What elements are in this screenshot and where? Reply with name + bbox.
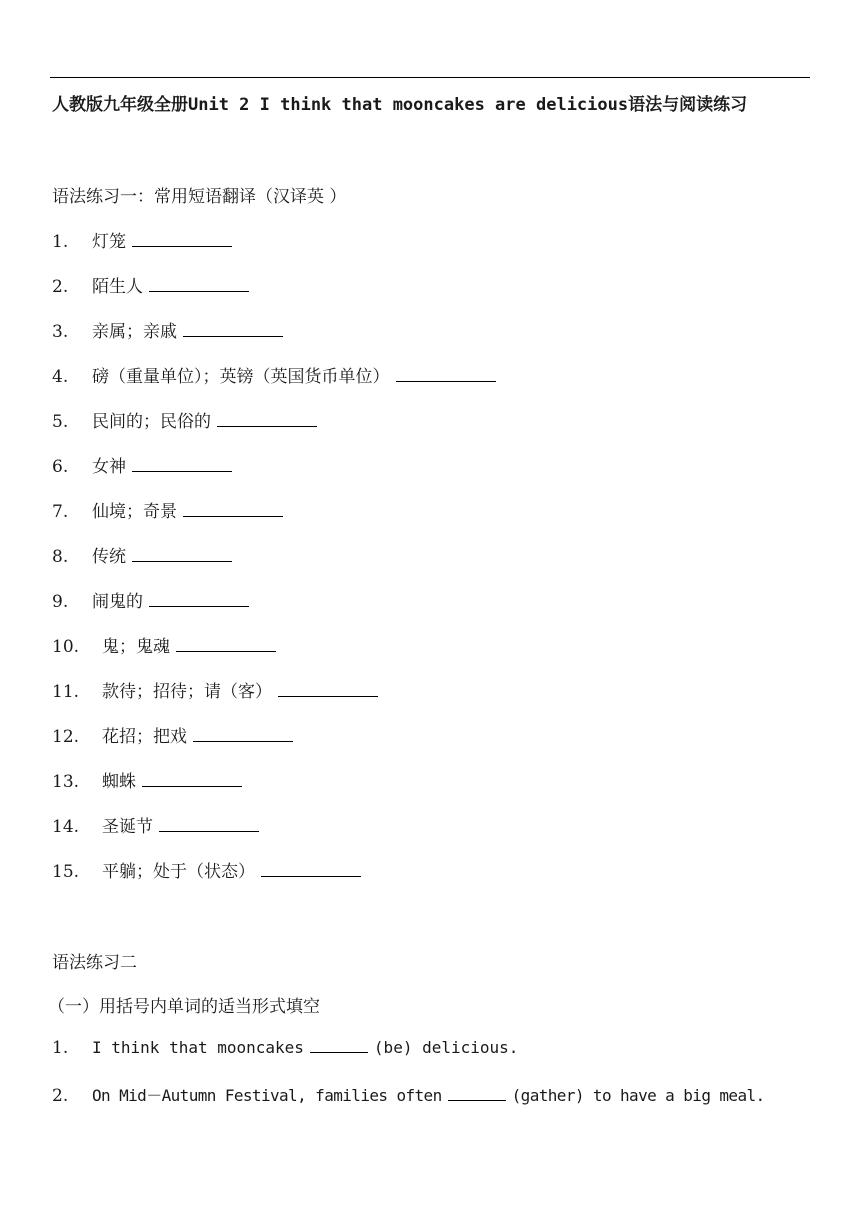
item-number: 14.: [52, 817, 80, 837]
sentence-after: (gather) to have a big meal.: [511, 1086, 765, 1105]
section2-subheading: （一）用括号内单词的适当形式填空: [48, 997, 320, 1017]
item-text: 仙境；奇景: [92, 502, 177, 522]
item-number: 12.: [52, 727, 80, 747]
item-number: 1.: [52, 232, 69, 252]
answer-blank[interactable]: [448, 1086, 506, 1101]
item-text: 陌生人: [92, 277, 143, 297]
answer-blank[interactable]: [149, 277, 249, 292]
item-number: 6.: [52, 457, 69, 477]
answer-blank[interactable]: [159, 817, 259, 832]
list-item: [52, 767, 242, 792]
answer-blank[interactable]: [183, 502, 283, 517]
item-number: 5.: [52, 412, 69, 432]
item-text: 女神: [92, 457, 126, 477]
item-text: 亲属；亲戚: [92, 322, 177, 342]
item-number: 7.: [52, 502, 69, 522]
list-item: [52, 497, 283, 522]
item-number: 10.: [52, 637, 80, 657]
item-number: 3.: [52, 322, 69, 342]
list-item: [52, 317, 283, 342]
list-item: [52, 227, 232, 252]
list-item: [52, 452, 232, 477]
answer-blank[interactable]: [193, 727, 293, 742]
item-number: 1.: [52, 1038, 69, 1058]
sentence-before: I think that mooncakes: [92, 1038, 304, 1057]
answer-blank[interactable]: [142, 772, 242, 787]
item-text: 鬼；鬼魂: [102, 637, 170, 657]
header-rule: [50, 77, 810, 78]
exercise-item: [52, 1083, 765, 1106]
answer-blank[interactable]: [132, 232, 232, 247]
sentence-after: (be) delicious.: [373, 1038, 519, 1057]
item-number: 8.: [52, 547, 69, 567]
section1-heading: 语法练习一：常用短语翻译（汉译英 ）: [52, 187, 347, 207]
item-number: 13.: [52, 772, 80, 792]
item-text: 花招；把戏: [102, 727, 187, 747]
answer-blank[interactable]: [176, 637, 276, 652]
answer-blank[interactable]: [278, 682, 378, 697]
answer-blank[interactable]: [149, 592, 249, 607]
list-item: [52, 587, 249, 612]
item-text: 闹鬼的: [92, 592, 143, 612]
item-text: 磅（重量单位）；英镑（英国货币单位）: [92, 367, 390, 387]
list-item: [52, 857, 361, 882]
list-item: [52, 812, 259, 837]
sentence-before: On Mid－Autumn Festival, families often: [92, 1086, 442, 1105]
item-text: 平躺；处于（状态）: [102, 862, 255, 882]
item-text: 圣诞节: [102, 817, 153, 837]
answer-blank[interactable]: [396, 367, 496, 382]
item-number: 2.: [52, 277, 69, 297]
list-item: [52, 722, 293, 747]
item-text: 民间的；民俗的: [92, 412, 211, 432]
item-text: 蜘蛛: [102, 772, 136, 792]
answer-blank[interactable]: [310, 1038, 368, 1053]
exercise-item: [52, 1038, 518, 1058]
answer-blank[interactable]: [132, 547, 232, 562]
item-number: 11.: [52, 682, 80, 702]
list-item: [52, 272, 249, 297]
list-item: [52, 632, 276, 657]
item-text: 传统: [92, 547, 126, 567]
item-text: 款待；招待；请（客）: [102, 682, 272, 702]
page-title: 人教版九年级全册Unit 2 I think that mooncakes are delicious语法与阅读练习: [52, 95, 748, 115]
answer-blank[interactable]: [183, 322, 283, 337]
list-item: [52, 407, 317, 432]
answer-blank[interactable]: [261, 862, 361, 877]
item-text: 灯笼: [92, 232, 126, 252]
list-item: [52, 362, 496, 387]
list-item: [52, 677, 378, 702]
item-number: 2.: [52, 1086, 69, 1106]
answer-blank[interactable]: [132, 457, 232, 472]
item-number: 15.: [52, 862, 80, 882]
item-number: 9.: [52, 592, 69, 612]
section2-heading: 语法练习二: [52, 953, 137, 973]
item-number: 4.: [52, 367, 69, 387]
list-item: [52, 542, 232, 567]
answer-blank[interactable]: [217, 412, 317, 427]
